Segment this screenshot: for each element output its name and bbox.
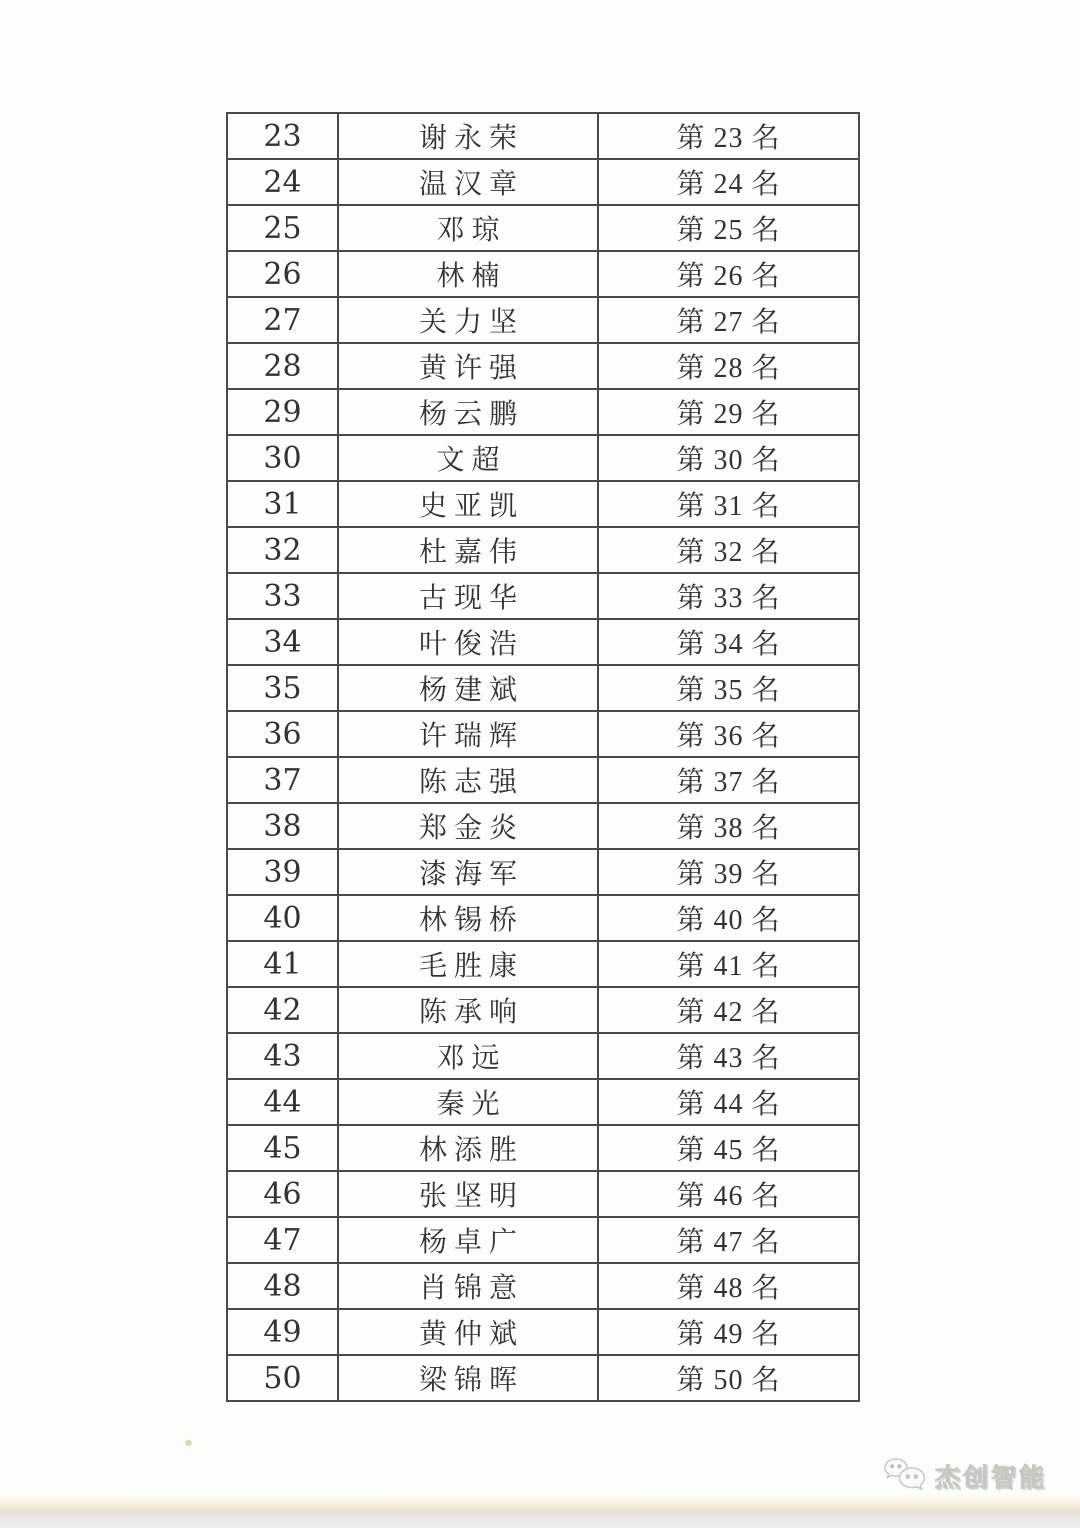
name-cell: 黄仲斌 [338,1309,598,1355]
table-row [227,1355,859,1401]
name-cell: 林楠 [338,251,598,297]
table-row [227,803,859,849]
table-row [227,389,859,435]
watermark-label: 杰创智能 [935,1464,1048,1492]
rank-label-cell: 第 50 名 [598,1355,859,1401]
table-row [227,665,859,711]
name-cell: 叶俊浩 [338,619,598,665]
table-row [227,573,859,619]
name-cell: 毛胜康 [338,941,598,987]
row-number-cell: 50 [227,1355,338,1401]
table-row [227,435,859,481]
table-row [227,1217,859,1263]
table-row [227,251,859,297]
rank-label-cell: 第 23 名 [598,113,859,159]
row-number-cell: 26 [227,251,338,297]
rank-label-cell: 第 36 名 [598,711,859,757]
rank-label-cell: 第 29 名 [598,389,859,435]
rank-label-cell: 第 42 名 [598,987,859,1033]
name-cell: 林锡桥 [338,895,598,941]
watermark [882,1456,1047,1496]
row-number-cell: 33 [227,573,338,619]
rank-label-cell: 第 34 名 [598,619,859,665]
table-row [227,113,859,159]
rank-label-cell: 第 39 名 [598,849,859,895]
row-number-cell: 24 [227,159,338,205]
table-row [227,849,859,895]
name-cell: 郑金炎 [338,803,598,849]
rank-label-cell: 第 27 名 [598,297,859,343]
name-cell: 邓远 [338,1033,598,1079]
table-row [227,1125,859,1171]
table-row [227,895,859,941]
name-cell: 林添胜 [338,1125,598,1171]
name-cell: 古现华 [338,573,598,619]
rank-label-cell: 第 28 名 [598,343,859,389]
name-cell: 杨云鹏 [338,389,598,435]
name-cell: 谢永荣 [338,113,598,159]
row-number-cell: 28 [227,343,338,389]
row-number-cell: 36 [227,711,338,757]
name-cell: 温汉章 [338,159,598,205]
rank-label-cell: 第 30 名 [598,435,859,481]
name-cell: 梁锦晖 [338,1355,598,1401]
page-bottom-edge [0,1494,1080,1528]
row-number-cell: 43 [227,1033,338,1079]
name-cell: 杨建斌 [338,665,598,711]
row-number-cell: 30 [227,435,338,481]
name-cell: 关力坚 [338,297,598,343]
row-number-cell: 31 [227,481,338,527]
ranking-table-body [227,113,859,1401]
table-row [227,159,859,205]
row-number-cell: 45 [227,1125,338,1171]
rank-label-cell: 第 33 名 [598,573,859,619]
table-row [227,343,859,389]
name-cell: 漆海军 [338,849,598,895]
table-row [227,1263,859,1309]
rank-label-cell: 第 46 名 [598,1171,859,1217]
wechat-bubbles-icon [882,1456,928,1496]
rank-label-cell: 第 44 名 [598,1079,859,1125]
ranking-table [226,112,860,1402]
rank-label-cell: 第 45 名 [598,1125,859,1171]
rank-label-cell: 第 24 名 [598,159,859,205]
rank-label-cell: 第 35 名 [598,665,859,711]
name-cell: 秦光 [338,1079,598,1125]
rank-label-cell: 第 40 名 [598,895,859,941]
rank-label-cell: 第 31 名 [598,481,859,527]
row-number-cell: 32 [227,527,338,573]
row-number-cell: 35 [227,665,338,711]
row-number-cell: 37 [227,757,338,803]
name-cell: 文超 [338,435,598,481]
table-row [227,527,859,573]
name-cell: 黄许强 [338,343,598,389]
table-row [227,987,859,1033]
table-row [227,1079,859,1125]
table-row [227,1171,859,1217]
rank-label-cell: 第 43 名 [598,1033,859,1079]
row-number-cell: 38 [227,803,338,849]
rank-label-cell: 第 47 名 [598,1217,859,1263]
name-cell: 张坚明 [338,1171,598,1217]
row-number-cell: 39 [227,849,338,895]
table-row [227,619,859,665]
scan-speck [185,1440,192,1446]
rank-label-cell: 第 25 名 [598,205,859,251]
table-row [227,941,859,987]
row-number-cell: 42 [227,987,338,1033]
table-row [227,481,859,527]
row-number-cell: 46 [227,1171,338,1217]
row-number-cell: 27 [227,297,338,343]
row-number-cell: 25 [227,205,338,251]
rank-label-cell: 第 32 名 [598,527,859,573]
row-number-cell: 29 [227,389,338,435]
rank-label-cell: 第 38 名 [598,803,859,849]
row-number-cell: 34 [227,619,338,665]
row-number-cell: 23 [227,113,338,159]
table-row [227,205,859,251]
table-row [227,1309,859,1355]
name-cell: 史亚凯 [338,481,598,527]
rank-label-cell: 第 41 名 [598,941,859,987]
rank-label-cell: 第 26 名 [598,251,859,297]
name-cell: 杨卓广 [338,1217,598,1263]
table-row [227,711,859,757]
table-row [227,1033,859,1079]
name-cell: 陈志强 [338,757,598,803]
name-cell: 许瑞辉 [338,711,598,757]
name-cell: 肖锦意 [338,1263,598,1309]
row-number-cell: 48 [227,1263,338,1309]
row-number-cell: 47 [227,1217,338,1263]
rank-label-cell: 第 49 名 [598,1309,859,1355]
row-number-cell: 41 [227,941,338,987]
row-number-cell: 49 [227,1309,338,1355]
row-number-cell: 40 [227,895,338,941]
rank-label-cell: 第 48 名 [598,1263,859,1309]
name-cell: 陈承响 [338,987,598,1033]
row-number-cell: 44 [227,1079,338,1125]
table-row [227,757,859,803]
rank-label-cell: 第 37 名 [598,757,859,803]
name-cell: 邓琼 [338,205,598,251]
table-row [227,297,859,343]
name-cell: 杜嘉伟 [338,527,598,573]
